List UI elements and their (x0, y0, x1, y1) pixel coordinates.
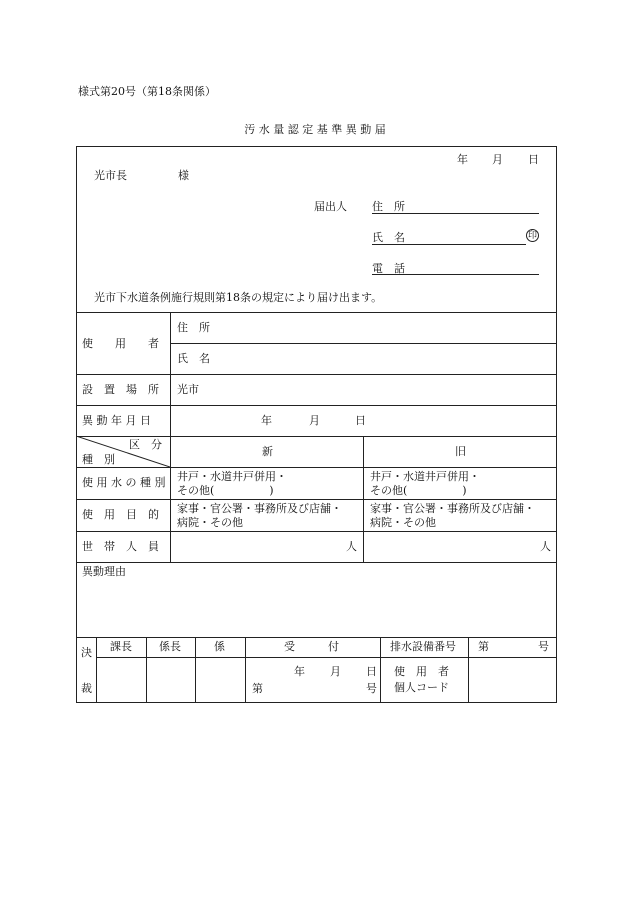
receipt-number-prefix: 第 (252, 682, 263, 695)
water-type-label: 使 用 水 の 種 別 (82, 476, 166, 489)
drainage-number-suffix: 号 (538, 640, 549, 653)
reason-field[interactable] (82, 580, 550, 632)
receipt-day: 日 (366, 665, 377, 678)
divider (76, 562, 557, 563)
divider (76, 637, 557, 638)
divider (146, 637, 147, 703)
receipt-number-suffix: 号 (366, 682, 377, 695)
location-value[interactable]: 光市 (177, 383, 199, 396)
purpose-label: 使 用 目 的 (82, 508, 159, 521)
drainage-number-label: 排水設備番号 (390, 640, 456, 653)
divider (96, 657, 557, 658)
water-type-old-line2[interactable]: その他( ) (370, 484, 467, 497)
divider (76, 374, 557, 375)
user-code-label-line1: 使 用 者 (394, 665, 449, 678)
notifier-name-line[interactable] (372, 244, 526, 245)
change-date-month: 月 (309, 414, 320, 427)
date-month-label: 月 (492, 153, 503, 166)
change-date-label: 異 動 年 月 日 (82, 414, 151, 427)
purpose-old-line2[interactable]: 病院・その他 (370, 516, 436, 529)
change-date-year: 年 (261, 414, 272, 427)
divider (195, 637, 196, 703)
divider (96, 637, 97, 703)
divider (363, 436, 364, 562)
old-column-header: 旧 (455, 445, 466, 458)
location-label: 設 置 場 所 (82, 383, 159, 396)
section-chief-label: 課長 (110, 640, 132, 653)
divider (468, 637, 469, 703)
form-number: 様式第20号（第18条関係） (78, 85, 216, 98)
user-code-label-line2: 個人コード (394, 681, 449, 694)
form-title: 汚 水 量 認 定 基 準 異 動 届 (244, 123, 386, 136)
divider (76, 312, 557, 313)
user-address-label: 住 所 (177, 321, 210, 334)
notifier-address-label: 住 所 (372, 200, 405, 213)
staff-label: 係 (214, 640, 225, 653)
notifier-name-label: 氏 名 (372, 231, 405, 244)
statement: 光市下水道条例施行規則第18条の規定により届け出ます。 (94, 291, 383, 304)
new-column-header: 新 (262, 445, 273, 458)
reason-label: 異動理由 (82, 565, 126, 578)
water-type-new-line2[interactable]: その他( ) (177, 484, 274, 497)
user-label: 使 用 者 (82, 337, 159, 350)
subsection-chief-label: 係長 (159, 640, 181, 653)
divider (245, 637, 246, 703)
notifier-phone-line[interactable] (372, 274, 539, 275)
notifier-label: 届出人 (314, 200, 347, 213)
kubun-label: 区 分 (129, 438, 162, 451)
receipt-month: 月 (330, 665, 341, 678)
divider (76, 499, 557, 500)
divider (380, 637, 381, 703)
honorific: 様 (178, 169, 189, 182)
notifier-address-line[interactable] (372, 213, 539, 214)
user-name-label: 氏 名 (177, 352, 210, 365)
water-type-new-line1[interactable]: 井戸・水道井戸併用・ (177, 470, 287, 483)
change-date-day: 日 (355, 414, 366, 427)
divider (170, 343, 557, 344)
divider (76, 467, 557, 468)
kessai-top: 決 (81, 646, 92, 659)
divider (76, 405, 557, 406)
purpose-new-line1[interactable]: 家事・官公署・事務所及び店舗・ (177, 502, 342, 515)
water-type-old-line1[interactable]: 井戸・水道井戸併用・ (370, 470, 480, 483)
receipt-year: 年 (294, 665, 305, 678)
household-new-unit: 人 (346, 540, 357, 553)
kessai-bottom: 裁 (81, 682, 92, 695)
purpose-old-line1[interactable]: 家事・官公署・事務所及び店舗・ (370, 502, 535, 515)
purpose-new-line2[interactable]: 病院・その他 (177, 516, 243, 529)
divider (76, 531, 557, 532)
receipt-label: 受 付 (284, 640, 339, 653)
addressee: 光市長 (94, 169, 127, 182)
shubetsu-label: 種 別 (82, 453, 115, 466)
notifier-phone-label: 電 話 (372, 262, 405, 275)
date-day-label: 日 (528, 153, 539, 166)
date-year-label: 年 (457, 153, 468, 166)
drainage-number-prefix: 第 (478, 640, 489, 653)
household-old-unit: 人 (540, 540, 551, 553)
household-label: 世 帯 人 員 (82, 540, 159, 553)
divider (170, 312, 171, 562)
seal-mark: 印 (527, 231, 537, 241)
